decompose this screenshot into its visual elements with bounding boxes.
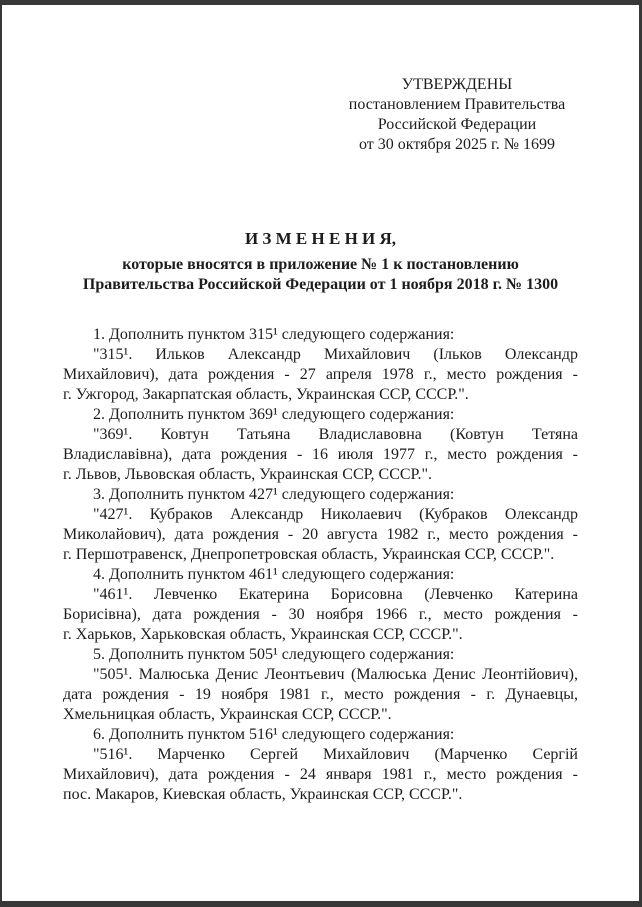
item-2-line-2: Владиславівна), дата рождения - 16 июля 1977 г., место рождения -	[63, 446, 578, 463]
amendment-item-5	[63, 645, 578, 725]
item-1-intro: 1. Дополнить пунктом 315¹ следующего содержания:	[93, 326, 455, 343]
amendment-item-6	[63, 725, 578, 805]
document-title: И З М Е Н Е Н И Я,	[244, 229, 397, 248]
item-1-line-2: Михайлович), дата рождения - 27 апреля 1978 г., место рождения -	[63, 366, 578, 383]
item-6-intro: 6. Дополнить пунктом 516¹ следующего содержания:	[93, 726, 455, 743]
amendment-item-3	[63, 485, 578, 565]
item-2-line-3: г. Львов, Львовская область, Украинская ССР, СССР.".	[63, 466, 432, 483]
item-5-line-2: дата рождения - 19 ноября 1981 г., место рождения - г. Дунаевцы,	[63, 686, 578, 703]
item-3-line-3: г. Першотравенск, Днепропетровская область, Украинская ССР, СССР.".	[63, 546, 555, 563]
item-1-line-1: "315¹. Ильков Александр Михайлович (Ільков Олександр	[93, 346, 578, 363]
subtitle-line-2: Правительства Российской Федерации от 1 ноября 2018 г. № 1300	[82, 276, 559, 293]
approval-block	[317, 75, 597, 155]
item-3-line-2: Миколайович), дата рождения - 20 августа 1982 г., место рождения -	[63, 526, 578, 543]
item-5-line-3: Хмельницкая область, Украинская ССР, СССР.".	[63, 706, 392, 723]
item-3-intro: 3. Дополнить пунктом 427¹ следующего содержания:	[93, 486, 455, 503]
document-body	[63, 325, 578, 805]
item-2-line-1: "369¹. Ковтун Татьяна Владиславовна (Ковтун Тетяна	[93, 426, 578, 443]
item-4-intro: 4. Дополнить пунктом 461¹ следующего содержания:	[93, 566, 455, 583]
item-6-line-3: пос. Макаров, Киевская область, Украинская ССР, СССР.".	[63, 786, 463, 803]
amendment-item-4	[63, 565, 578, 645]
item-2-intro: 2. Дополнить пунктом 369¹ следующего содержания:	[93, 406, 455, 423]
item-3-line-1: "427¹. Кубраков Александр Николаевич (Кубраков Олександр	[93, 506, 578, 523]
item-5-intro: 5. Дополнить пунктом 505¹ следующего содержания:	[93, 646, 455, 663]
item-6-line-2: Михайлович), дата рождения - 24 января 1981 г., место рождения -	[63, 766, 578, 783]
amendment-item-1	[63, 325, 578, 405]
item-4-line-1: "461¹. Левченко Екатерина Борисовна (Левченко Катерина	[93, 586, 578, 603]
item-4-line-2: Борисівна), дата рождения - 30 ноября 1966 г., место рождения -	[63, 606, 578, 623]
item-1-line-3: г. Ужгород, Закарпатская область, Украинская ССР, СССР.".	[63, 386, 469, 403]
item-5-line-1: "505¹. Малюська Денис Леонтьевич (Малюська Денис Леонтійович),	[93, 666, 578, 683]
approval-line-1: УТВЕРЖДЕНЫ	[401, 76, 513, 93]
approval-line-4: от 30 октября 2025 г. № 1699	[358, 136, 555, 153]
document-subtitle	[2, 255, 639, 295]
item-6-line-1: "516¹. Марченко Сергей Михайлович (Марченко Сергій	[93, 746, 578, 763]
approval-line-2: постановлением Правительства	[348, 96, 566, 113]
amendment-item-2	[63, 405, 578, 485]
item-4-line-3: г. Харьков, Харьковская область, Украинская ССР, СССР.".	[63, 626, 463, 643]
approval-line-3: Российской Федерации	[377, 116, 537, 133]
subtitle-line-1: которые вносятся в приложение № 1 к постановлению	[122, 256, 519, 273]
